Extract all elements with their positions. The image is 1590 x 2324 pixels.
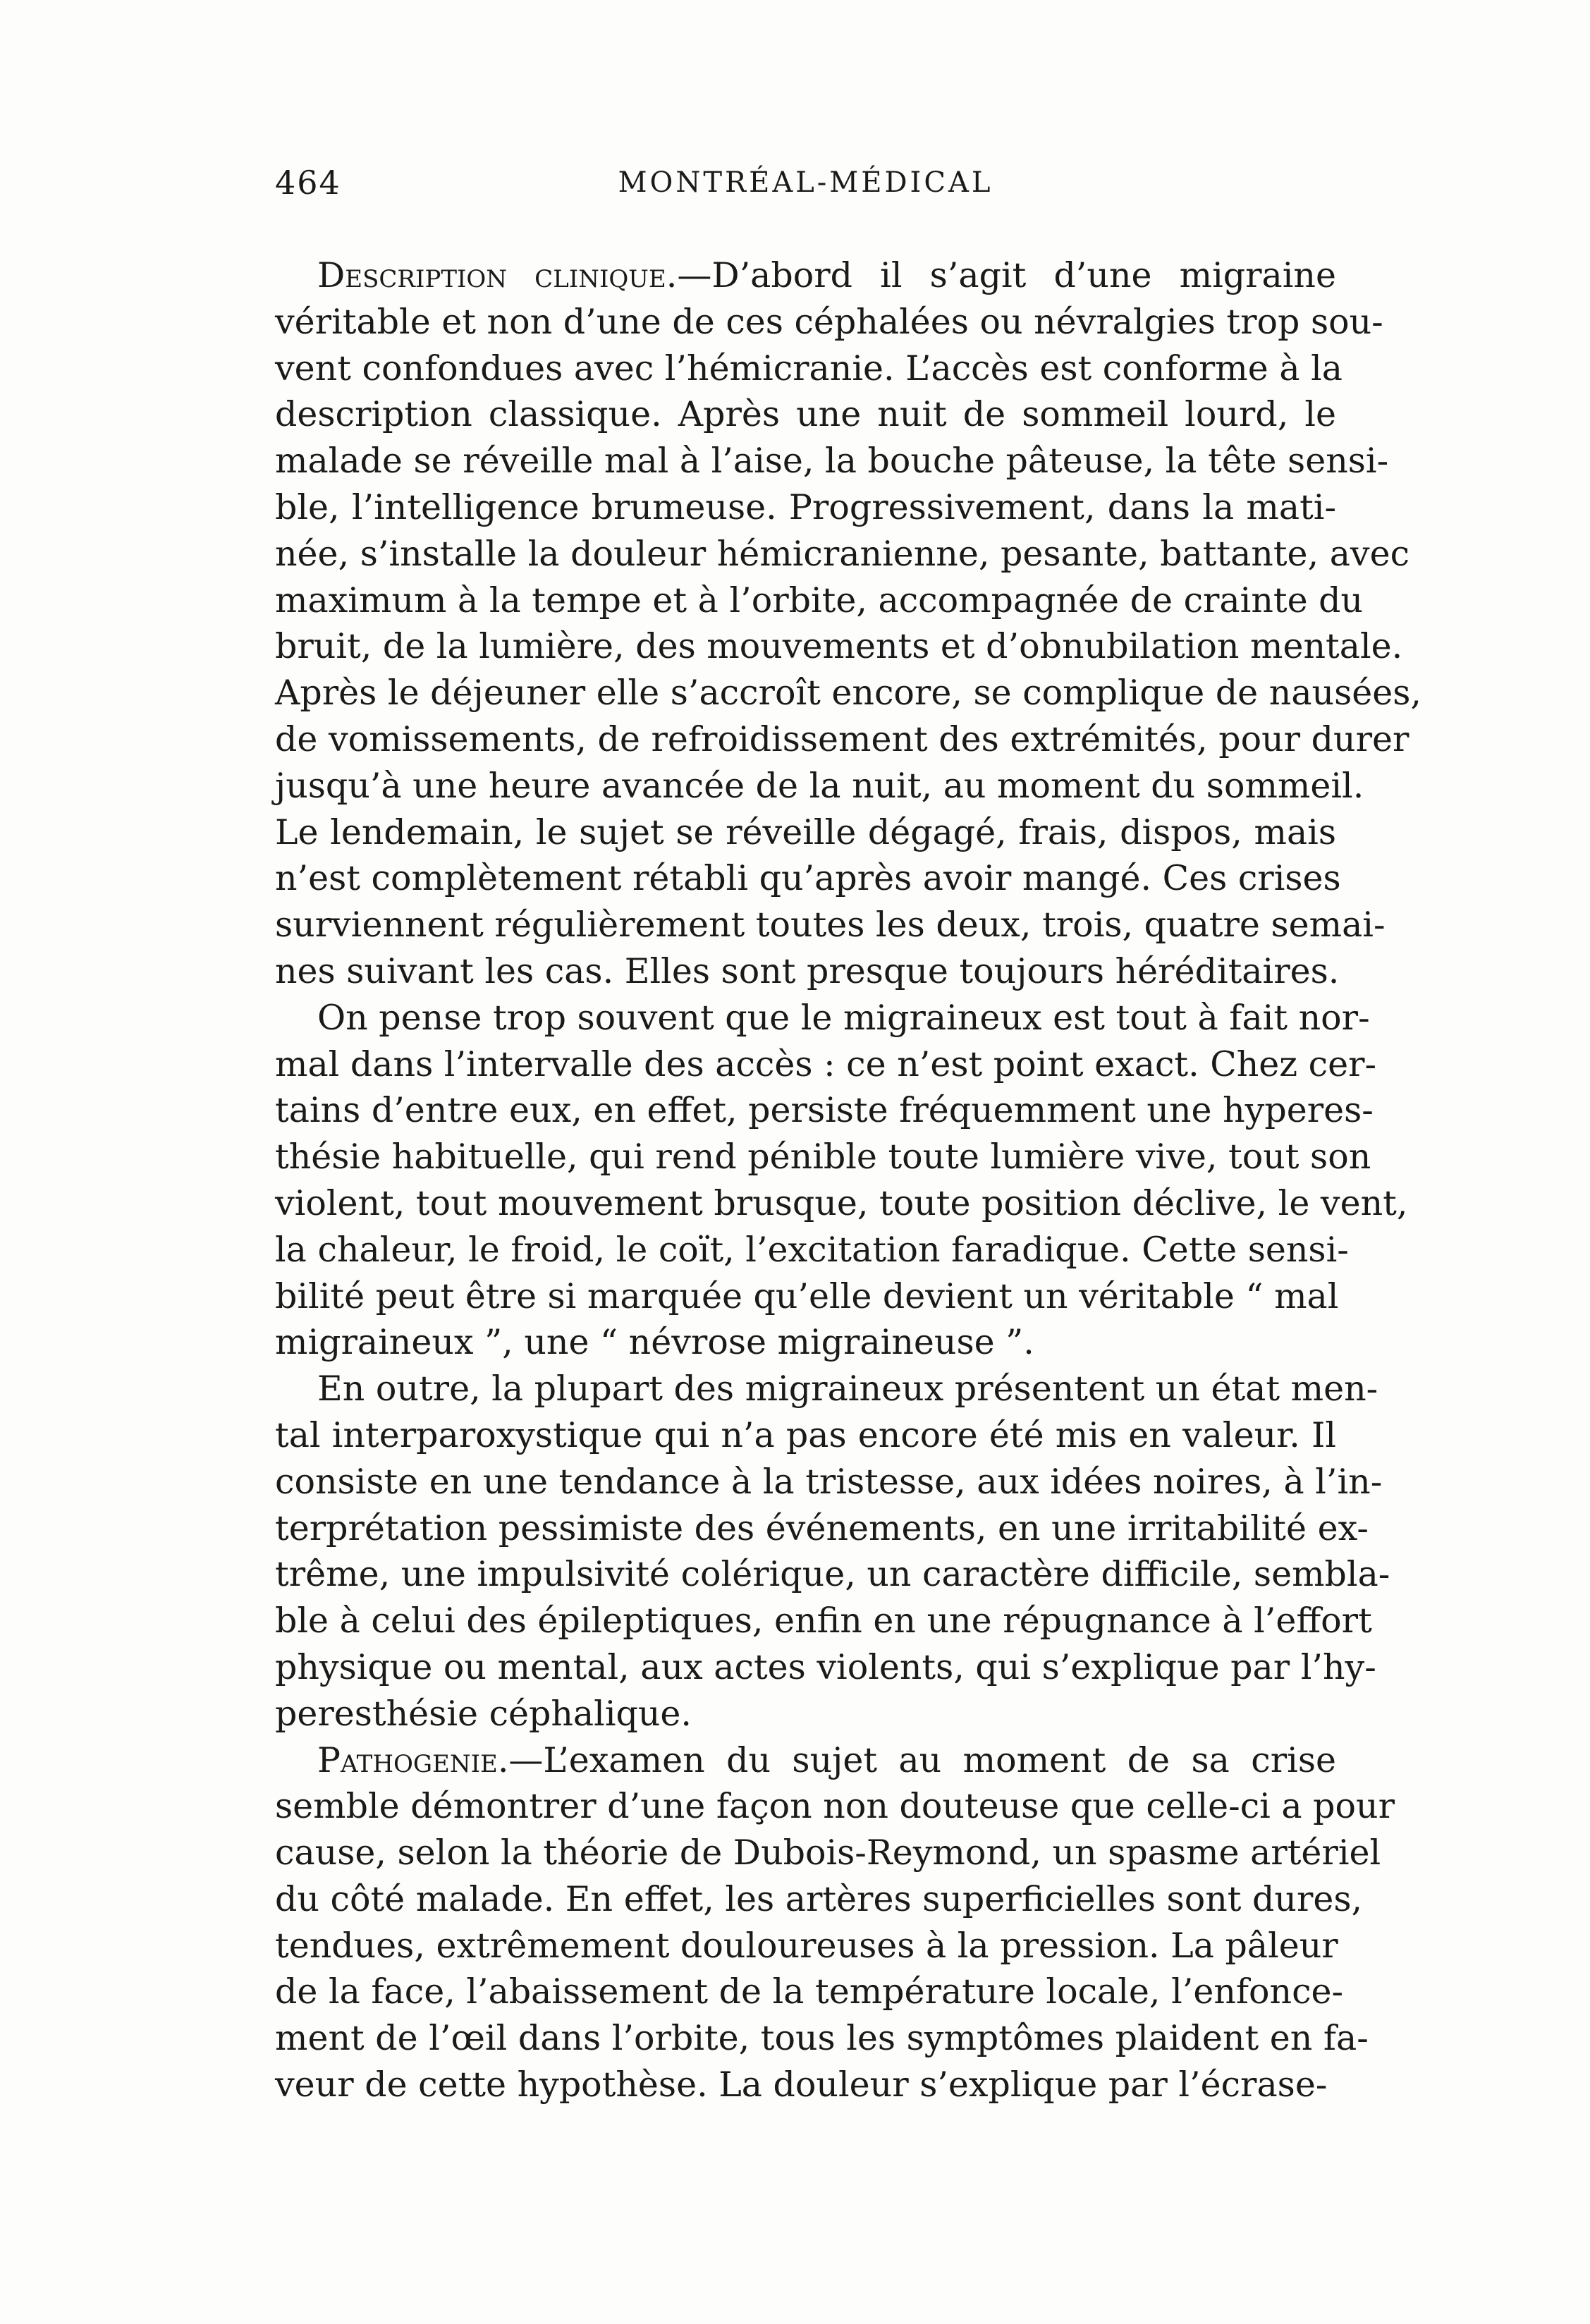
line-text: On pense trop souvent que le migraineux est tout à fait nor- [317,997,1370,1038]
line-text: surviennent régulièrement toutes les deux, trois, quatre semai- [275,905,1386,946]
line-text: jusqu’à une heure avancée de la nuit, au moment du sommeil. [275,765,1364,806]
text-line [275,391,1336,438]
line-text: bruit, de la lumière, des mouvements et d’obnubilation mentale. [275,626,1403,667]
text-line [275,299,1383,345]
line-text: ment de l’œil dans l’orbite, tous les symptômes plaident en fa- [275,2018,1369,2059]
text-line [275,531,1410,577]
line-text: ble à celui des épileptiques, enfin en une répugnance à l’effort [275,1601,1372,1641]
line-text: peresthésie céphalique. [275,1693,692,1734]
line-text: tal interparoxystique qui n’a pas encore été mis en valeur. Il [275,1414,1336,1455]
text-line [275,1876,1363,1923]
text-line [275,1134,1371,1180]
text-line [275,1366,1378,1412]
text-line [275,1969,1344,2015]
line-text: de la face, l’abaissement de la température locale, l’enfonce- [275,1971,1344,2012]
line-text: tendues, extrêmement douloureuses à la pression. La pâleur [275,1925,1338,1966]
line-text: terprétation pessimiste des événements, en une irritabilité ex- [275,1507,1369,1548]
text-line [275,1319,1336,1366]
text-line [275,995,1370,1041]
text-line [275,1459,1383,1505]
line-text: maximum à la tempe et à l’orbite, accompagnée de crainte du [275,580,1364,620]
line-text: n’est complètement rétabli qu’après avoir mangé. Ces crises [275,858,1341,899]
text-line [275,2062,1336,2108]
line-text: nes suivant les cas. Elles sont presque toujours héréditaires. [275,950,1340,991]
text-line [275,1644,1376,1691]
text-line [275,1180,1408,1227]
line-text: Après le déjeuner elle s’accroît encore, se complique de nausées, [275,673,1421,714]
line-text: bilité peut être si marquée qu’elle devient un véritable “ mal [275,1276,1339,1316]
text-line [275,1087,1374,1134]
line-text: malade se réveille mal à l’aise, la bouche pâteuse, la tête sensi- [275,441,1389,482]
text-line [275,1551,1390,1598]
text-line [275,577,1364,624]
text-line [275,1923,1336,1969]
text-line [275,484,1336,531]
line-text: du côté malade. En effet, les artères superficielles sont dures, [275,1878,1363,1919]
text-line [275,345,1343,392]
line-text: véritable et non d’une de ces céphalées ou névralgies trop sou- [275,301,1383,342]
line-text: la chaleur, le froid, le coït, l’excitation faradique. Cette sensi- [275,1229,1349,1270]
line-text: mal dans l’intervalle des accès : ce n’est point exact. Chez cer- [275,1044,1377,1084]
text-line [275,252,1336,299]
text-line [275,902,1386,948]
text-line [275,1830,1381,1876]
text-line [275,1598,1372,1644]
paragraph-description [275,252,1421,995]
line-text: En outre, la plupart des migraineux présentent un état men- [317,1369,1378,1409]
page-number: 464 [275,164,341,202]
section-heading: Description clinique. [317,255,678,295]
paragraph-intervalle [275,995,1408,1366]
text-line [275,763,1364,809]
running-head: MONTRÉAL-MÉDICAL [618,166,993,199]
text-line [275,809,1336,856]
text-line [275,2015,1369,2062]
text-line [275,1691,1336,1737]
text-line [275,1737,1336,1784]
text-line [275,716,1409,763]
line-text: migraineux ”, une “ névrose migraineuse ”. [275,1322,1034,1363]
line-text: Le lendemain, le sujet se réveille dégagé, frais, dispos, mais [275,812,1336,852]
line-text: —D’abord il s’agit d’une migraine [677,255,1336,295]
line-text: violent, tout mouvement brusque, toute position déclive, le vent, [275,1182,1408,1223]
text-line [275,623,1403,670]
line-text: semble démontrer d’une façon non douteuse que celle-ci a pour [275,1786,1395,1827]
text-line [275,438,1389,484]
text-line [275,1412,1336,1459]
text-line [275,855,1341,902]
line-text: consiste en une tendance à la tristesse, aux idées noires, à l’in- [275,1461,1383,1502]
line-text: trême, une impulsivité colérique, un caractère difficile, sembla- [275,1554,1390,1595]
text-line [275,1505,1369,1552]
section-heading: Pathogenie. [317,1739,509,1780]
paragraph-etat-mental [275,1366,1390,1737]
text-line [275,1041,1377,1088]
line-text: tains d’entre eux, en effet, persiste fréquemment une hyperes- [275,1090,1374,1131]
line-text: ble, l’intelligence brumeuse. Progressivement, dans la mati- [275,487,1336,527]
line-text: veur de cette hypothèse. La douleur s’explique par l’écrase- [275,2065,1328,2105]
text-line [275,1783,1395,1830]
line-text: —L’examen du sujet au moment de sa crise [508,1739,1336,1780]
text-line [275,948,1340,995]
line-text: thésie habituelle, qui rend pénible toute lumière vive, tout son [275,1137,1371,1178]
paragraph-pathogenie [275,1737,1395,2108]
body-text [275,252,1421,2108]
line-text: née, s’installe la douleur hémicranienne, pesante, battante, avec [275,533,1410,574]
line-text: physique ou mental, aux actes violents, qui s’explique par l’hy- [275,1646,1376,1687]
line-text: vent confondues avec l’hémicranie. L’accès est conforme à la [275,348,1343,389]
line-text: cause, selon la théorie de Dubois-Reymond, un spasme artériel [275,1833,1381,1873]
text-line [275,670,1421,716]
text-line [275,1227,1349,1273]
text-line [275,1273,1339,1320]
line-text: description classique. Après une nuit de sommeil lourd, le [275,394,1336,435]
page-header [275,158,1336,207]
line-text: de vomissements, de refroidissement des extrémités, pour durer [275,718,1409,759]
